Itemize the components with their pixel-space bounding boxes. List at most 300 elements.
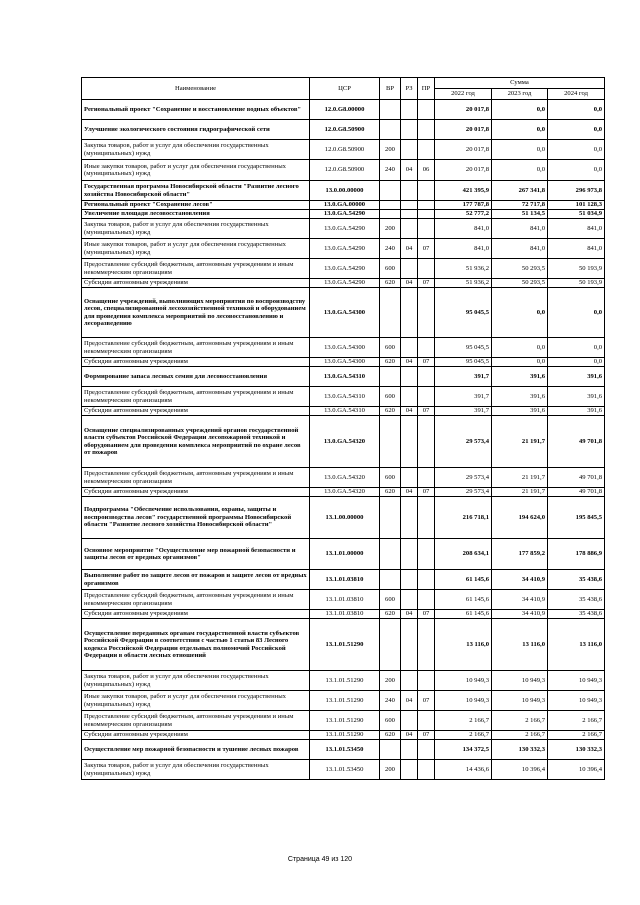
row-code: 13.0.GA.54290 — [310, 259, 380, 279]
row-vr — [380, 367, 401, 387]
row-rz: 04 — [401, 407, 418, 416]
row-code: 13.0.GA.54290 — [310, 279, 380, 288]
row-vr: 620 — [380, 610, 401, 619]
row-amount-2022: 95 045,5 — [435, 338, 492, 358]
row-name: Предоставление субсидий бюджетным, автономным учреждениям и иным некоммерческим организациям — [82, 468, 310, 488]
row-vr: 620 — [380, 407, 401, 416]
header-code: ЦСР — [310, 78, 380, 100]
row-amount-2022: 2 166,7 — [435, 731, 492, 740]
row-code: 13.0.GA.54290 — [310, 219, 380, 239]
row-pr — [418, 468, 435, 488]
row-amount-2024: 35 438,6 — [548, 610, 605, 619]
row-rz — [401, 387, 418, 407]
header-sum: Сумма — [435, 78, 605, 89]
row-amount-2023: 50 293,5 — [492, 279, 548, 288]
row-amount-2024: 841,0 — [548, 219, 605, 239]
row-pr — [418, 259, 435, 279]
row-name: Закупка товаров, работ и услуг для обеспечения государственных (муниципальных) нужд — [82, 140, 310, 160]
row-name: Субсидии автономным учреждениям — [82, 407, 310, 416]
header-year-2024: 2024 год — [548, 89, 605, 100]
row-amount-2023: 0,0 — [492, 140, 548, 160]
row-amount-2024: 0,0 — [548, 288, 605, 338]
row-rz: 04 — [401, 610, 418, 619]
row-vr: 600 — [380, 338, 401, 358]
row-amount-2022: 177 787,8 — [435, 201, 492, 210]
row-pr: 06 — [418, 160, 435, 181]
row-pr — [418, 181, 435, 201]
row-rz — [401, 760, 418, 780]
table-row — [82, 671, 605, 691]
row-vr: 600 — [380, 259, 401, 279]
row-amount-2024: 35 438,6 — [548, 570, 605, 590]
row-amount-2024: 49 701,8 — [548, 416, 605, 468]
row-name: Осуществление переданных органам государственной власти субъектов Российской Федерации в соответствии с частью 1 статьи 83 Лесного кодекса Российской Федерации отдельных полномочий Российской Федерации в области лесных отношений — [82, 619, 310, 671]
row-amount-2023: 194 624,0 — [492, 497, 548, 539]
row-name: Иные закупки товаров, работ и услуг для обеспечения государственных (муниципальных) нужд — [82, 239, 310, 259]
row-code: 13.0.GA.54300 — [310, 288, 380, 338]
row-rz — [401, 416, 418, 468]
row-amount-2023: 130 332,3 — [492, 740, 548, 760]
row-code: 13.0.GA.54300 — [310, 338, 380, 358]
table-row — [82, 488, 605, 497]
row-rz — [401, 288, 418, 338]
row-amount-2022: 14 436,6 — [435, 760, 492, 780]
row-amount-2022: 61 145,6 — [435, 590, 492, 610]
row-code: 13.1.01.53450 — [310, 740, 380, 760]
row-vr: 600 — [380, 387, 401, 407]
row-amount-2024: 391,6 — [548, 407, 605, 416]
table-row — [82, 239, 605, 259]
row-amount-2024: 0,0 — [548, 358, 605, 367]
row-amount-2023: 0,0 — [492, 100, 548, 120]
table-row — [82, 120, 605, 140]
row-code: 13.1.00.00000 — [310, 497, 380, 539]
row-rz — [401, 468, 418, 488]
row-amount-2022: 29 573,4 — [435, 416, 492, 468]
row-pr: 07 — [418, 691, 435, 711]
row-amount-2024: 195 845,5 — [548, 497, 605, 539]
row-pr — [418, 590, 435, 610]
table-row — [82, 619, 605, 671]
row-code: 13.0.GA.54310 — [310, 387, 380, 407]
row-code: 13.0.GA.54310 — [310, 367, 380, 387]
row-amount-2023: 2 166,7 — [492, 711, 548, 731]
row-pr — [418, 497, 435, 539]
row-code: 13.1.01.03810 — [310, 590, 380, 610]
table-row — [82, 731, 605, 740]
row-vr: 240 — [380, 160, 401, 181]
row-vr: 200 — [380, 671, 401, 691]
row-vr: 200 — [380, 760, 401, 780]
row-amount-2024: 10 396,4 — [548, 760, 605, 780]
row-name: Оснащение специализированных учреждений органов государственной власти субъектов Российской Федерации лесопожарной техникой и оборудованием для проведения комплекса мероприятий по охране лесов от пожаров — [82, 416, 310, 468]
row-vr: 240 — [380, 691, 401, 711]
row-amount-2023: 51 134,5 — [492, 210, 548, 219]
row-name: Субсидии автономным учреждениям — [82, 279, 310, 288]
row-amount-2024: 296 973,8 — [548, 181, 605, 201]
row-pr — [418, 539, 435, 570]
row-amount-2024: 130 332,3 — [548, 740, 605, 760]
row-rz — [401, 671, 418, 691]
row-amount-2024: 0,0 — [548, 160, 605, 181]
row-amount-2023: 0,0 — [492, 288, 548, 338]
row-code: 13.1.01.51290 — [310, 671, 380, 691]
row-vr — [380, 201, 401, 210]
table-row — [82, 590, 605, 610]
table-row — [82, 140, 605, 160]
row-amount-2023: 177 859,2 — [492, 539, 548, 570]
row-name: Закупка товаров, работ и услуг для обеспечения государственных (муниципальных) нужд — [82, 671, 310, 691]
table-row — [82, 416, 605, 468]
table-row — [82, 711, 605, 731]
row-name: Формирование запаса лесных семян для лесовосстановления — [82, 367, 310, 387]
row-amount-2022: 13 116,0 — [435, 619, 492, 671]
table-row — [82, 497, 605, 539]
row-vr: 240 — [380, 239, 401, 259]
row-code: 13.0.00.00000 — [310, 181, 380, 201]
row-amount-2022: 29 573,4 — [435, 488, 492, 497]
row-code: 12.0.G8.50900 — [310, 160, 380, 181]
row-pr — [418, 367, 435, 387]
table-row — [82, 740, 605, 760]
row-amount-2022: 10 949,3 — [435, 671, 492, 691]
table-row — [82, 219, 605, 239]
row-pr — [418, 416, 435, 468]
table-row — [82, 691, 605, 711]
row-amount-2024: 10 949,3 — [548, 691, 605, 711]
row-pr — [418, 387, 435, 407]
row-amount-2022: 421 395,9 — [435, 181, 492, 201]
row-amount-2023: 0,0 — [492, 338, 548, 358]
row-amount-2022: 20 017,8 — [435, 100, 492, 120]
row-code: 13.0.GA.54320 — [310, 416, 380, 468]
row-amount-2024: 391,6 — [548, 387, 605, 407]
row-rz: 04 — [401, 691, 418, 711]
row-pr — [418, 671, 435, 691]
row-amount-2024: 101 128,3 — [548, 201, 605, 210]
row-pr: 07 — [418, 488, 435, 497]
row-amount-2023: 21 191,7 — [492, 416, 548, 468]
row-pr — [418, 140, 435, 160]
row-vr: 600 — [380, 711, 401, 731]
row-vr — [380, 740, 401, 760]
row-amount-2022: 29 573,4 — [435, 468, 492, 488]
row-name: Субсидии автономным учреждениям — [82, 731, 310, 740]
row-pr — [418, 760, 435, 780]
table-row — [82, 570, 605, 590]
row-amount-2022: 391,7 — [435, 387, 492, 407]
row-amount-2023: 34 410,9 — [492, 590, 548, 610]
row-rz — [401, 201, 418, 210]
row-amount-2024: 49 701,8 — [548, 468, 605, 488]
table-row — [82, 468, 605, 488]
row-amount-2022: 20 017,8 — [435, 160, 492, 181]
row-amount-2024: 50 193,9 — [548, 259, 605, 279]
row-amount-2023: 391,6 — [492, 367, 548, 387]
row-amount-2024: 0,0 — [548, 140, 605, 160]
row-vr — [380, 120, 401, 140]
row-code: 13.1.01.51290 — [310, 691, 380, 711]
row-amount-2022: 61 145,6 — [435, 570, 492, 590]
row-amount-2022: 2 166,7 — [435, 711, 492, 731]
row-amount-2022: 20 017,8 — [435, 120, 492, 140]
table-row — [82, 407, 605, 416]
row-amount-2023: 34 410,9 — [492, 570, 548, 590]
row-code: 13.0.GA.54300 — [310, 358, 380, 367]
header-pr: ПР — [418, 78, 435, 100]
row-code: 13.1.01.00000 — [310, 539, 380, 570]
row-rz — [401, 219, 418, 239]
row-rz — [401, 140, 418, 160]
row-amount-2022: 95 045,5 — [435, 288, 492, 338]
row-amount-2024: 35 438,6 — [548, 590, 605, 610]
row-code: 13.1.01.51290 — [310, 619, 380, 671]
row-amount-2022: 841,0 — [435, 239, 492, 259]
table-row — [82, 160, 605, 181]
row-pr — [418, 619, 435, 671]
row-name: Оснащение учреждений, выполняющих мероприятия по воспроизводству лесов, специализированной лесохозяйственной техникой и оборудованием для проведения комплекса мероприятий по лесовосстановлению и лесоразведению — [82, 288, 310, 338]
row-name: Основное мероприятие "Осуществление мер пожарной безопасности и защиты лесов от вредных организмов" — [82, 539, 310, 570]
row-pr — [418, 570, 435, 590]
row-code: 13.0.GA.54310 — [310, 407, 380, 416]
row-name: Государственная программа Новосибирской области "Развитие лесного хозяйства Новосибирской области" — [82, 181, 310, 201]
row-name: Субсидии автономным учреждениям — [82, 488, 310, 497]
header-rz: РЗ — [401, 78, 418, 100]
row-amount-2023: 841,0 — [492, 219, 548, 239]
row-rz — [401, 120, 418, 140]
row-amount-2023: 10 949,3 — [492, 671, 548, 691]
row-name: Увеличение площади лесовосстановления — [82, 210, 310, 219]
row-amount-2024: 178 886,9 — [548, 539, 605, 570]
table-row — [82, 181, 605, 201]
row-amount-2023: 10 396,4 — [492, 760, 548, 780]
row-amount-2023: 841,0 — [492, 239, 548, 259]
row-code: 13.1.01.03810 — [310, 610, 380, 619]
table-row — [82, 539, 605, 570]
row-amount-2022: 391,7 — [435, 367, 492, 387]
row-rz: 04 — [401, 239, 418, 259]
row-amount-2024: 50 193,9 — [548, 279, 605, 288]
row-name: Подпрограмма "Обеспечение использования, охраны, защиты и воспроизводства лесов" государственной программы Новосибирской области "Развитие лесного хозяйства Новосибирской области" — [82, 497, 310, 539]
table-row — [82, 259, 605, 279]
table-row — [82, 358, 605, 367]
row-name: Предоставление субсидий бюджетным, автономным учреждениям и иным некоммерческим организациям — [82, 711, 310, 731]
row-rz — [401, 570, 418, 590]
budget-table — [81, 77, 605, 780]
table-row — [82, 201, 605, 210]
page-number: Страница 49 из 120 — [287, 856, 353, 863]
row-amount-2024: 841,0 — [548, 239, 605, 259]
row-pr: 07 — [418, 279, 435, 288]
row-pr — [418, 740, 435, 760]
header-year-2022: 2022 год — [435, 89, 492, 100]
row-amount-2023: 21 191,7 — [492, 488, 548, 497]
row-amount-2023: 267 341,8 — [492, 181, 548, 201]
row-vr: 600 — [380, 590, 401, 610]
row-amount-2024: 0,0 — [548, 100, 605, 120]
row-amount-2023: 0,0 — [492, 120, 548, 140]
row-name: Предоставление субсидий бюджетным, автономным учреждениям и иным некоммерческим организациям — [82, 590, 310, 610]
table-row — [82, 279, 605, 288]
row-code: 13.0.GA.54320 — [310, 488, 380, 497]
row-pr — [418, 100, 435, 120]
row-amount-2022: 20 017,8 — [435, 140, 492, 160]
row-amount-2023: 0,0 — [492, 358, 548, 367]
row-rz — [401, 367, 418, 387]
row-name: Иные закупки товаров, работ и услуг для обеспечения государственных (муниципальных) нужд — [82, 691, 310, 711]
row-rz: 04 — [401, 160, 418, 181]
row-amount-2024: 2 166,7 — [548, 711, 605, 731]
row-name: Предоставление субсидий бюджетным, автономным учреждениям и иным некоммерческим организациям — [82, 259, 310, 279]
row-amount-2024: 51 034,9 — [548, 210, 605, 219]
row-rz — [401, 259, 418, 279]
row-vr: 620 — [380, 358, 401, 367]
row-amount-2024: 49 701,8 — [548, 488, 605, 497]
row-rz — [401, 590, 418, 610]
row-amount-2023: 391,6 — [492, 387, 548, 407]
row-rz — [401, 619, 418, 671]
row-rz — [401, 539, 418, 570]
table-body — [82, 100, 605, 780]
row-amount-2023: 21 191,7 — [492, 468, 548, 488]
row-vr — [380, 288, 401, 338]
row-rz — [401, 181, 418, 201]
row-vr: 620 — [380, 731, 401, 740]
row-amount-2024: 0,0 — [548, 338, 605, 358]
row-amount-2022: 95 045,5 — [435, 358, 492, 367]
header-vr: ВР — [380, 78, 401, 100]
row-code: 12.0.G8.50900 — [310, 140, 380, 160]
row-vr: 600 — [380, 468, 401, 488]
row-code: 13.1.01.51290 — [310, 731, 380, 740]
row-pr — [418, 210, 435, 219]
row-amount-2022: 52 777,2 — [435, 210, 492, 219]
table-row — [82, 367, 605, 387]
row-rz — [401, 711, 418, 731]
row-name: Иные закупки товаров, работ и услуг для обеспечения государственных (муниципальных) нужд — [82, 160, 310, 181]
row-vr — [380, 210, 401, 219]
row-vr: 620 — [380, 488, 401, 497]
row-name: Региональный проект "Сохранение и восстановление водных объектов" — [82, 100, 310, 120]
row-amount-2023: 391,6 — [492, 407, 548, 416]
table-header — [82, 78, 605, 100]
row-amount-2024: 2 166,7 — [548, 731, 605, 740]
row-amount-2022: 51 936,2 — [435, 259, 492, 279]
row-rz: 04 — [401, 279, 418, 288]
row-code: 13.0.GA.54320 — [310, 468, 380, 488]
row-pr — [418, 338, 435, 358]
row-amount-2023: 50 293,5 — [492, 259, 548, 279]
row-rz: 04 — [401, 358, 418, 367]
row-amount-2023: 13 116,0 — [492, 619, 548, 671]
row-rz — [401, 100, 418, 120]
row-vr: 620 — [380, 279, 401, 288]
row-pr — [418, 711, 435, 731]
row-amount-2022: 51 936,2 — [435, 279, 492, 288]
row-rz — [401, 740, 418, 760]
row-amount-2022: 391,7 — [435, 407, 492, 416]
row-vr: 200 — [380, 219, 401, 239]
row-name: Улучшение экологического состояния гидрографической сети — [82, 120, 310, 140]
row-pr — [418, 120, 435, 140]
row-vr — [380, 100, 401, 120]
header-year-2023: 2023 год — [492, 89, 548, 100]
row-name: Закупка товаров, работ и услуг для обеспечения государственных (муниципальных) нужд — [82, 219, 310, 239]
row-name: Региональный проект "Сохранение лесов" — [82, 201, 310, 210]
row-amount-2023: 2 166,7 — [492, 731, 548, 740]
row-rz — [401, 210, 418, 219]
row-amount-2023: 10 949,3 — [492, 691, 548, 711]
row-name: Субсидии автономным учреждениям — [82, 610, 310, 619]
row-code: 13.0.GA.54290 — [310, 239, 380, 259]
row-amount-2022: 61 145,6 — [435, 610, 492, 619]
row-amount-2023: 0,0 — [492, 160, 548, 181]
row-name: Субсидии автономным учреждениям — [82, 358, 310, 367]
row-rz: 04 — [401, 488, 418, 497]
table-row — [82, 338, 605, 358]
row-name: Осуществление мер пожарной безопасности и тушение лесных пожаров — [82, 740, 310, 760]
row-amount-2022: 841,0 — [435, 219, 492, 239]
row-amount-2023: 34 410,9 — [492, 610, 548, 619]
row-amount-2022: 216 718,1 — [435, 497, 492, 539]
row-amount-2022: 208 634,1 — [435, 539, 492, 570]
table-row — [82, 100, 605, 120]
row-rz — [401, 338, 418, 358]
row-amount-2024: 0,0 — [548, 120, 605, 140]
table-row — [82, 760, 605, 780]
table-row — [82, 387, 605, 407]
row-code: 12.0.G8.50900 — [310, 120, 380, 140]
row-vr — [380, 619, 401, 671]
table-row — [82, 288, 605, 338]
row-vr — [380, 497, 401, 539]
row-code: 13.1.01.51290 — [310, 711, 380, 731]
row-name: Предоставление субсидий бюджетным, автономным учреждениям и иным некоммерческим организациям — [82, 387, 310, 407]
row-pr: 07 — [418, 358, 435, 367]
row-amount-2022: 10 949,3 — [435, 691, 492, 711]
row-pr — [418, 219, 435, 239]
row-amount-2023: 72 717,8 — [492, 201, 548, 210]
row-pr: 07 — [418, 239, 435, 259]
row-vr: 200 — [380, 140, 401, 160]
row-rz — [401, 497, 418, 539]
row-pr — [418, 201, 435, 210]
row-vr — [380, 416, 401, 468]
row-vr — [380, 539, 401, 570]
header-name: Наименование — [82, 78, 310, 100]
row-name: Выполнение работ по защите лесов от пожаров и защите лесов от вредных организмов — [82, 570, 310, 590]
row-code: 13.1.01.53450 — [310, 760, 380, 780]
row-pr: 07 — [418, 407, 435, 416]
row-rz: 04 — [401, 731, 418, 740]
row-amount-2022: 134 372,5 — [435, 740, 492, 760]
row-code: 13.0.GA.54290 — [310, 210, 380, 219]
row-amount-2024: 13 116,0 — [548, 619, 605, 671]
row-pr — [418, 288, 435, 338]
table-row — [82, 210, 605, 219]
row-vr — [380, 570, 401, 590]
row-pr: 07 — [418, 731, 435, 740]
row-pr: 07 — [418, 610, 435, 619]
table-row — [82, 610, 605, 619]
row-amount-2024: 10 949,3 — [548, 671, 605, 691]
row-code: 13.0.GA.00000 — [310, 201, 380, 210]
row-name: Закупка товаров, работ и услуг для обеспечения государственных (муниципальных) нужд — [82, 760, 310, 780]
row-name: Предоставление субсидий бюджетным, автономным учреждениям и иным некоммерческим организациям — [82, 338, 310, 358]
row-code: 12.0.G8.00000 — [310, 100, 380, 120]
row-code: 13.1.01.03810 — [310, 570, 380, 590]
row-vr — [380, 181, 401, 201]
